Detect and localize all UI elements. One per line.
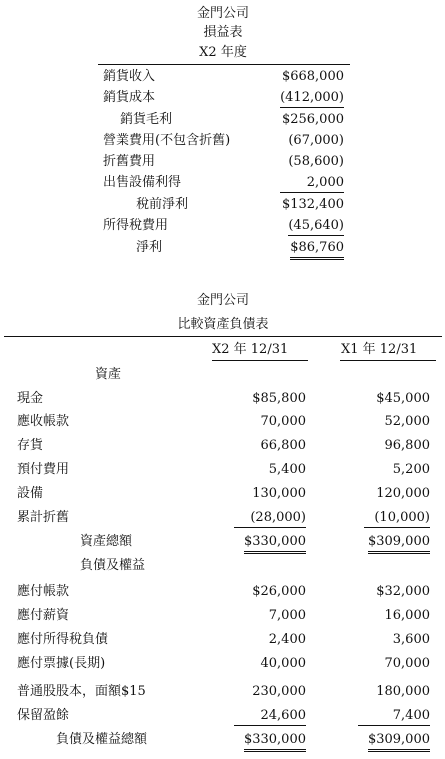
income-row-label: 淨利: [136, 240, 163, 255]
balance-header-rule: [4, 336, 442, 337]
asset-value-x1: 120,000: [376, 486, 430, 501]
liab-total-x2: $330,000: [244, 732, 306, 752]
income-header-rule: [98, 64, 350, 65]
balance-company-name: 金門公司: [196, 293, 250, 308]
asset-value-x2: 66,800: [260, 438, 306, 453]
assets-total-label: 資產總額: [80, 534, 133, 549]
asset-label: 預付費用: [17, 462, 70, 477]
liability-value-x1: 16,000: [384, 608, 430, 623]
income-period: X2 年度: [199, 45, 247, 60]
assets-total-x1: $309,000: [368, 534, 430, 554]
liability-label: 應付票據(長期): [17, 656, 106, 671]
liab-subtotal-rule: [234, 725, 306, 726]
liability-value-x2: 7,000: [268, 608, 306, 623]
asset-value-x1: $45,000: [376, 391, 430, 406]
asset-value-x2: $85,800: [252, 391, 306, 406]
income-row-label: 銷貨毛利: [120, 112, 173, 127]
liability-label: 應付所得稅負債: [17, 632, 109, 647]
income-row-value: 2,000: [306, 175, 344, 190]
income-row-value: $668,000: [281, 69, 344, 84]
column-header-x1: X1 年 12/31: [341, 342, 418, 357]
asset-label: 累計折舊: [17, 510, 70, 525]
assets-subtotal-rule: [364, 527, 430, 528]
assets-total-x2: $330,000: [244, 534, 306, 554]
asset-value-x1: 96,800: [384, 438, 430, 453]
liability-value-x2: $26,000: [252, 584, 306, 599]
asset-label: 設備: [17, 486, 44, 501]
asset-value-x2: 5,400: [268, 462, 306, 477]
income-row-value: $132,400: [281, 197, 344, 212]
asset-label: 應收帳款: [17, 414, 70, 429]
income-company-name: 金門公司: [196, 6, 250, 21]
asset-value-x1: 52,000: [384, 414, 430, 429]
equity-value-x2: 230,000: [252, 684, 306, 699]
liability-value-x1: $32,000: [376, 584, 430, 599]
equity-value-x1: 180,000: [376, 684, 430, 699]
assets-subtotal-rule: [234, 527, 306, 528]
liability-label: 應付帳款: [17, 584, 70, 599]
column-header-rule: [340, 360, 436, 361]
assets-section-header: 資產: [95, 367, 122, 382]
asset-label: 存貨: [17, 438, 44, 453]
income-subtotal-rule: [280, 192, 344, 193]
income-row-value: $86,760: [290, 240, 344, 260]
column-header-x2: X2 年 12/31: [212, 342, 289, 357]
liability-value-x2: 40,000: [260, 656, 306, 671]
income-row-label: 營業費用(不包含折舊): [103, 133, 231, 148]
liab-subtotal-rule: [358, 725, 430, 726]
asset-label: 現金: [17, 391, 44, 406]
income-row-label: 稅前淨利: [136, 197, 189, 212]
asset-value-x1: (10,000): [374, 510, 430, 525]
liab-total-label: 負債及權益總額: [56, 732, 148, 747]
asset-value-x2: 130,000: [252, 486, 306, 501]
income-title: 損益表: [203, 25, 243, 40]
income-row-label: 銷貨成本: [103, 90, 156, 105]
liability-value-x2: 2,400: [268, 632, 306, 647]
equity-value-x1: 7,400: [392, 708, 430, 723]
liab-total-x1: $309,000: [368, 732, 430, 752]
equity-value-x2: 24,600: [260, 708, 306, 723]
income-row-label: 出售設備利得: [103, 175, 182, 190]
income-row-value: (67,000): [288, 133, 344, 148]
income-row-value: (58,600): [288, 154, 344, 169]
column-header-rule: [212, 360, 308, 361]
income-row-label: 折舊費用: [103, 154, 156, 169]
liability-label: 應付薪資: [17, 608, 70, 623]
asset-value-x1: 5,200: [392, 462, 430, 477]
liabilities-section-header: 負債及權益: [80, 558, 146, 573]
income-row-value: (412,000): [280, 90, 344, 108]
asset-value-x2: 70,000: [260, 414, 306, 429]
liability-value-x1: 70,000: [384, 656, 430, 671]
liability-value-x1: 3,600: [392, 632, 430, 647]
asset-value-x2: (28,000): [250, 510, 306, 525]
balance-title: 比較資產負債表: [177, 317, 269, 332]
income-row-label: 所得稅費用: [103, 218, 169, 233]
equity-label: 保留盈餘: [17, 708, 70, 723]
income-row-value: (45,640): [288, 218, 344, 236]
income-row-label: 銷貨收入: [103, 69, 156, 84]
equity-label: 普通股股本，面額$15: [17, 684, 146, 699]
income-row-value: $256,000: [281, 112, 344, 127]
